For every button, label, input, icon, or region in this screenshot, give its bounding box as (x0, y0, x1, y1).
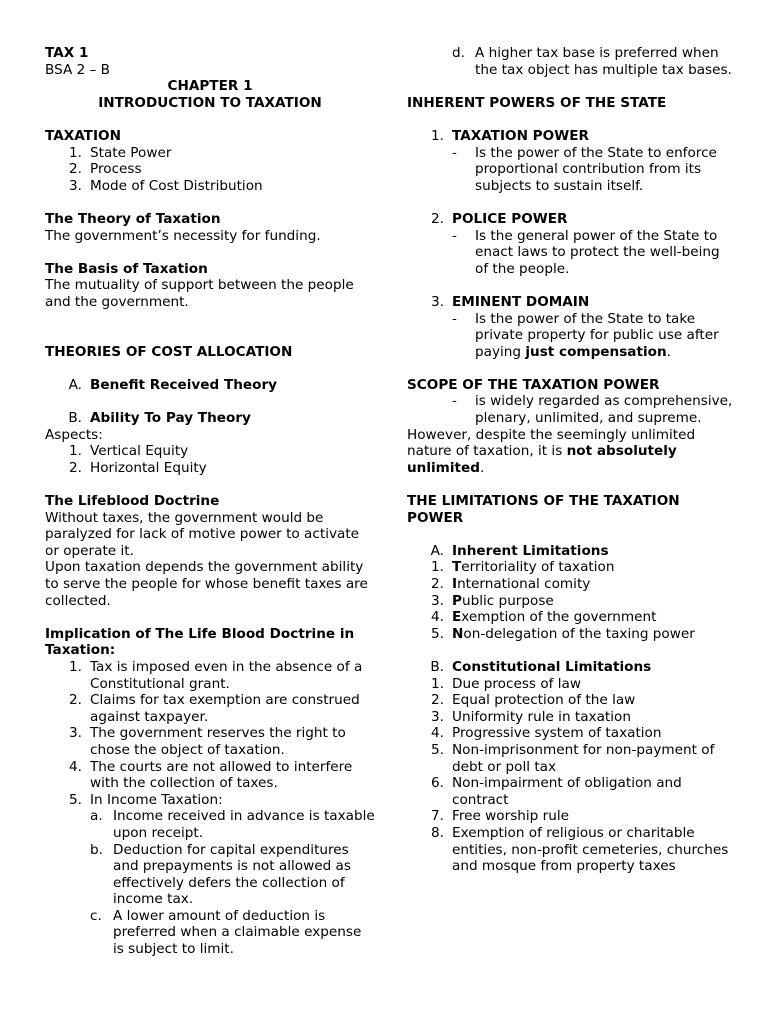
lifeblood-heading: The Lifeblood Doctrine (45, 493, 220, 510)
list-item: 8. Exemption of religious or charitable entities, non-profit cemeteries, churches and mosque from property taxes (431, 824, 729, 875)
theory-a: A. Benefit Received Theory (68, 376, 278, 393)
aspects-label: Aspects: (45, 426, 103, 443)
list-item: 2. Equal protection of the law (431, 692, 636, 709)
section-label: BSA 2 – B (45, 61, 111, 78)
power-description: - Is the power of the State to enforce proportional contribution from its subjects to sustain itself. (452, 144, 717, 194)
chapter-number: CHAPTER 1 (167, 78, 253, 95)
list-item: 4. Exemption of the government (431, 609, 657, 626)
list-item: 2. Horizontal Equity (69, 459, 207, 476)
list-item-d: d. A higher tax base is preferred when the tax object has multiple tax bases. (452, 45, 732, 78)
power-title: 3. EMINENT DOMAIN (431, 293, 590, 310)
list-item: 5. In Income Taxation: (69, 791, 223, 808)
list-item: 5. Non-delegation of the taxing power (431, 625, 695, 642)
scope-description: - is widely regarded as comprehensive, plenary, unlimited, and supreme. (452, 393, 733, 427)
list-item: 3. The government reserves the right to chose the object of taxation. (69, 725, 346, 758)
list-item: 1. Due process of law (431, 675, 581, 692)
list-item: 4. Progressive system of taxation (431, 725, 662, 742)
theory-b: B. Ability To Pay Theory (68, 410, 251, 427)
sub-list-item: a. Income received in advance is taxable upon receipt. (90, 808, 375, 841)
limitations-heading: THE LIMITATIONS OF THE TAXATION POWER (407, 493, 680, 526)
left-column (45, 45, 375, 958)
list-item: 1. State Power (69, 144, 172, 161)
list-item: 2. Claims for tax exemption are construed against taxpayer. (69, 692, 360, 725)
lifeblood-paragraph-1: Without taxes, the government would be paralyzed for lack of motive power to activate or operate it. (45, 509, 360, 559)
theory-heading: The Theory of Taxation (45, 210, 221, 227)
list-item: 3. Uniformity rule in taxation (431, 708, 631, 725)
power-description: - Is the general power of the State to enact laws to protect the well-being of the people. (452, 227, 720, 277)
list-item: 3. Mode of Cost Distribution (69, 177, 263, 194)
theory-text: The government’s necessity for funding. (45, 227, 321, 244)
cost-allocation-heading: THEORIES OF COST ALLOCATION (45, 343, 293, 360)
list-item: 2. Process (69, 161, 142, 178)
power-title: 2. POLICE POWER (431, 210, 568, 227)
basis-heading: The Basis of Taxation (45, 260, 208, 277)
sub-list-item: b. Deduction for capital expenditures and prepayments is not allowed as effectively defers the collection of income tax. (90, 841, 351, 908)
list-item: 1. Vertical Equity (69, 443, 189, 460)
list-item: 1. Tax is imposed even in the absence of a Constitutional grant. (69, 658, 363, 692)
list-item: 4. The courts are not allowed to interfere with the collection of taxes. (69, 758, 353, 792)
inherent-limitations-title: A. Inherent Limitations (430, 542, 609, 559)
list-item: 6. Non-impairment of obligation and contract (431, 775, 682, 808)
scope-heading: SCOPE OF THE TAXATION POWER (407, 376, 660, 393)
power-title: 1. TAXATION POWER (431, 127, 589, 144)
list-item: 3. Public purpose (431, 592, 554, 609)
list-item: 2. International comity (431, 576, 591, 592)
chapter-title: INTRODUCTION TO TAXATION (98, 94, 322, 111)
constitutional-limitations-title: B. Constitutional Limitations (430, 658, 652, 675)
course-code: TAX 1 (45, 45, 89, 61)
implication-heading: Implication of The Life Blood Doctrine in Taxation: (45, 625, 355, 659)
inherent-powers-heading: INHERENT POWERS OF THE STATE (407, 94, 667, 111)
right-column (407, 45, 737, 875)
lifeblood-paragraph-2: Upon taxation depends the government ability to serve the people for whose benefit taxes are collected. (45, 559, 368, 609)
power-description: - Is the power of the State to take private property for public use after paying just compensation. (452, 310, 719, 360)
basis-text: The mutuality of support between the people and the government. (45, 277, 354, 310)
list-item: 1. Territoriality of taxation (431, 559, 615, 576)
list-item: 7. Free worship rule (431, 808, 569, 825)
sub-list-item: c. A lower amount of deduction is preferred when a claimable expense is subject to limit. (90, 907, 362, 958)
taxation-heading: TAXATION (45, 127, 121, 144)
list-item: 5. Non-imprisonment for non-payment of debt or poll tax (431, 741, 715, 775)
scope-paragraph: However, despite the seemingly unlimited nature of taxation, it is not absolutely unlimited. (407, 426, 696, 476)
